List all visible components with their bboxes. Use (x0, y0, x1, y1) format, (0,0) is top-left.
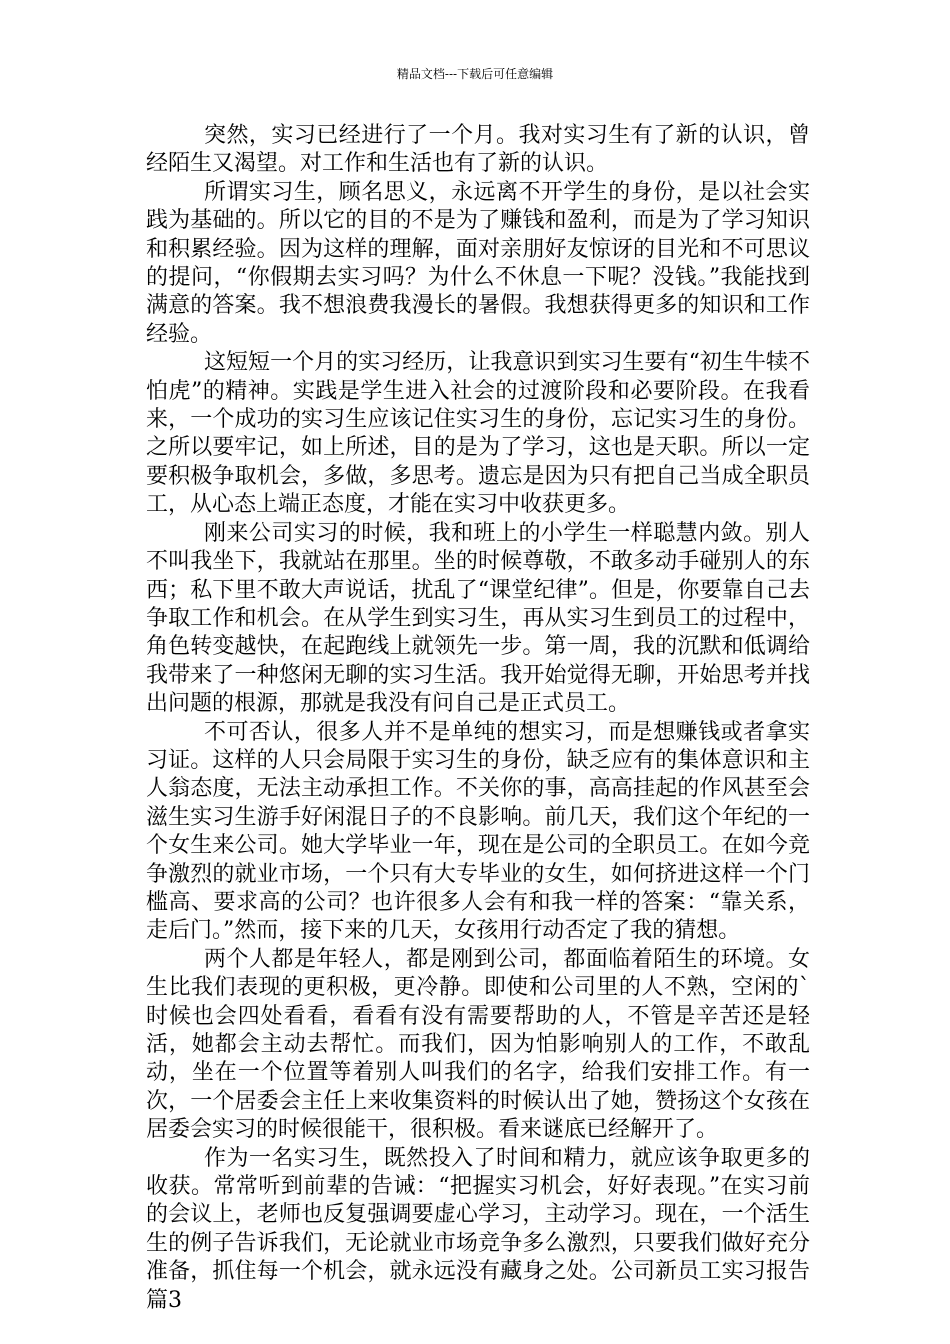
paragraph-5: 不可否认，很多人并不是单纯的想实习，而是想赚钱或者拿实习证。这样的人只会局限于实习生的身份，缺乏应有的集体意识和主人翁态度，无法主动承担工作。不关你的事，高高挂起的作风甚至会滋生实习生游手好闲混日子的不良影响。前几天，我们这个年纪的一个女生来公司。她大学毕业一年，现在是公司的全职员工。在如今竞争激烈的就业市场，一个只有大专毕业的女生，如何挤进这样一个门槛高、要求高的公司？也许很多人会有和我一样的答案：“靠关系，走后门。”然而，接下来的几天，女孩用行动否定了我的猜想。 (146, 719, 810, 944)
page-header: 精品文档---下载后可任意编辑 (396, 67, 554, 81)
paragraph-7: 作为一名实习生，既然投入了时间和精力，就应该争取更多的收获。常常听到前辈的告诫：“把握实习机会，好好表现。”在实习前的会议上，老师也反复强调要虚心学习，主动学习。现在，一个活生生的例子告诉我们，无论就业市场竞争多么激烈，只要我们做好充分准备，抓住每一个机会，就永远没有藏身之处。公司新员工实习报告 篇3 (146, 1145, 810, 1313)
paragraph-4: 刚来公司实习的时候，我和班上的小学生一样聪慧内敛。别人不叫我坐下，我就站在那里。坐的时候尊敬，不敢多动手碰别人的东西；私下里不敢大声说话，扰乱了“课堂纪律”。但是，你要靠自己去争取工作和机会。在从学生到实习生，再从实习生到员工的过程中，角色转变越快，在起跑线上就领先一步。第一周，我的沉默和低调给我带来了一种悠闲无聊的实习生活。我开始觉得无聊，开始思考并找出问题的根源，那就是我没有问自己是正式员工。 (146, 520, 810, 717)
paragraph-6: 两个人都是年轻人，都是刚到公司，都面临着陌生的环境。女生比我们表现的更积极，更冷静。即使和公司里的人不熟，空闲的`时候也会四处看看，看看有没有需要帮助的人，不管是辛苦还是轻活，她都会主动去帮忙。而我们，因为怕影响别人的工作，不敢乱动，坐在一个位置等着别人叫我们的名字，给我们安排工作。有一次，一个居委会主任上来收集资料的时候认出了她，赞扬这个女孩在居委会实习的时候很能干，很积极。看来谜底已经解开了。 (146, 946, 810, 1143)
document-body (146, 122, 810, 1315)
paragraph-3: 这短短一个月的实习经历，让我意识到实习生要有“初生牛犊不怕虎”的精神。实践是学生进入社会的过渡阶段和必要阶段。在我看来，一个成功的实习生应该记住实习生的身份，忘记实习生的身份。之所以要牢记，如上所述，目的是为了学习，这也是天职。所以一定要积极争取机会，多做，多思考。遗忘是因为只有把自己当成全职员工，从心态上端正态度，才能在实习中收获更多。 (146, 350, 810, 518)
paragraph-2: 所谓实习生，顾名思义，永远离不开学生的身份，是以社会实践为基础的。所以它的目的不是为了赚钱和盈利，而是为了学习知识和积累经验。因为这样的理解，面对亲朋好友惊讶的目光和不可思议的提问，“你假期去实习吗？为什么不休息一下呢？没钱。”我能找到满意的答案。我不想浪费我漫长的暑假。我想获得更多的知识和工作经验。 (146, 179, 810, 347)
paragraph-1: 突然，实习已经进行了一个月。我对实习生有了新的认识，曾经陌生又渴望。对工作和生活也有了新的认识。 (146, 123, 810, 177)
